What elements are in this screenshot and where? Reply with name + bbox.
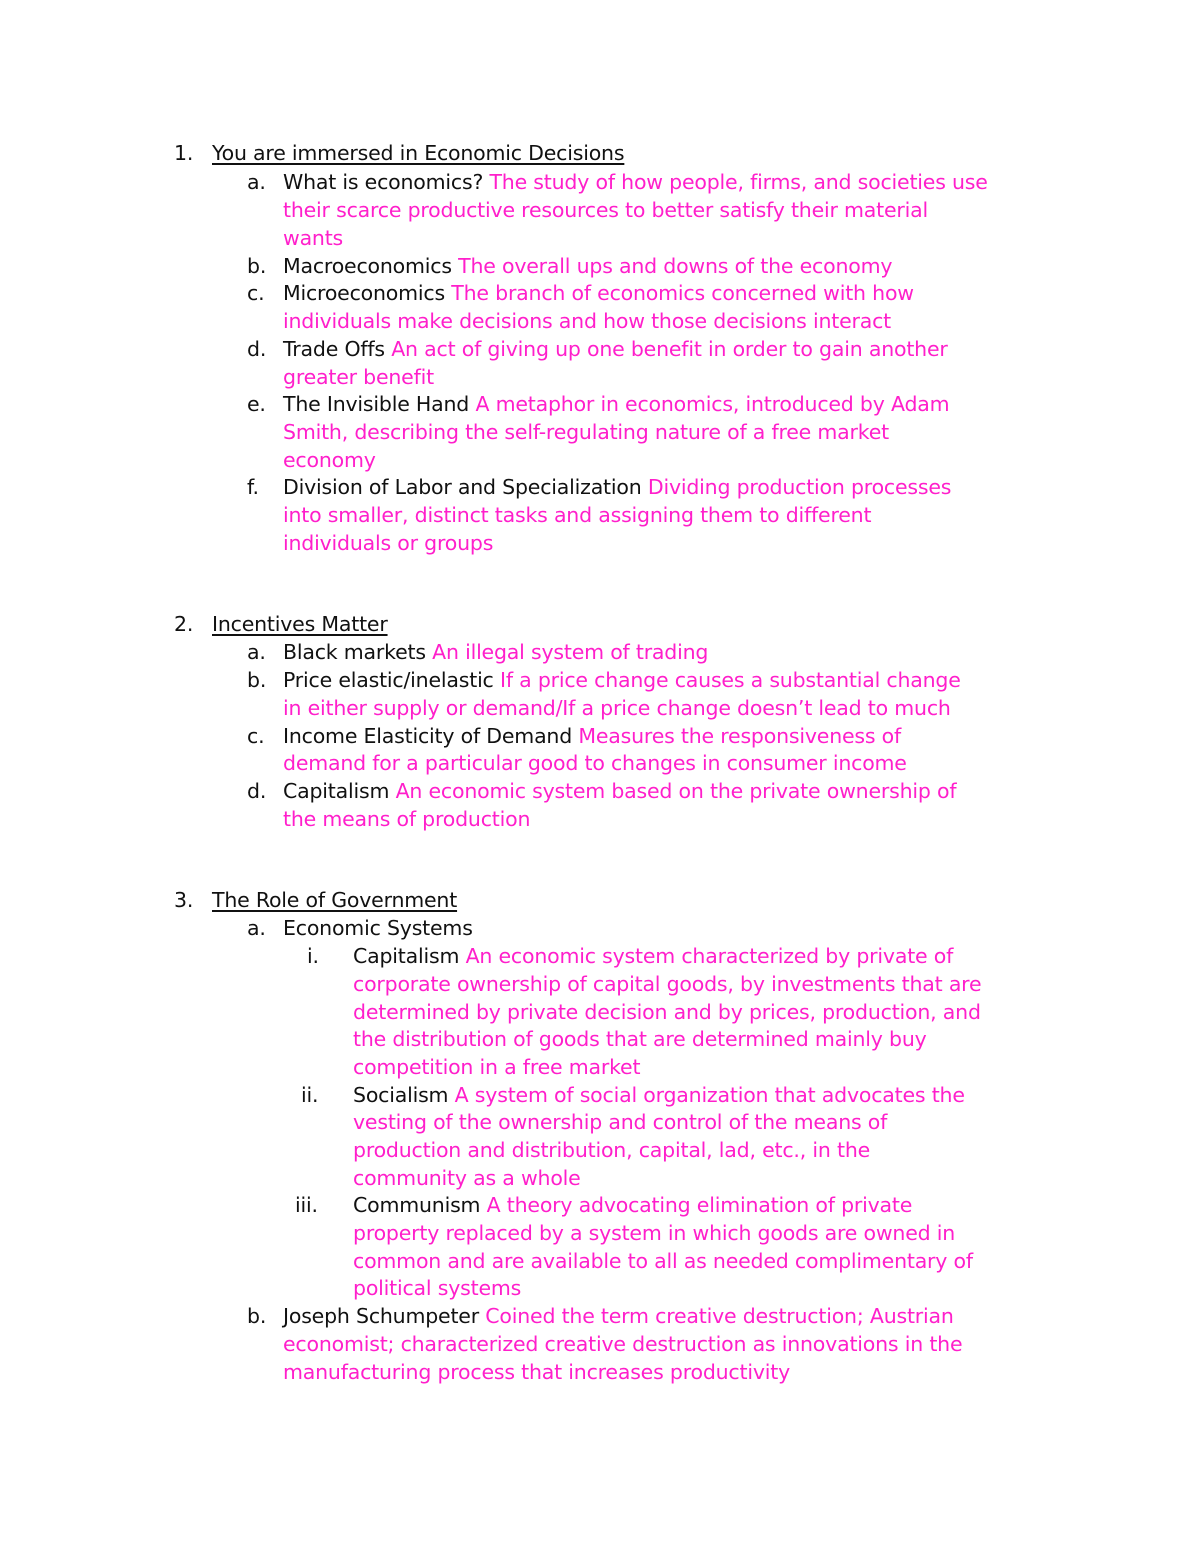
item-marker: f. bbox=[247, 475, 259, 499]
item-definition-cont: into smaller, distinct tasks and assigning them to different bbox=[283, 503, 872, 527]
item-marker: d. bbox=[247, 779, 267, 803]
item-definition: A system of social organization that advocates the bbox=[454, 1083, 965, 1107]
item-definition: The branch of economics concerned with how bbox=[451, 281, 914, 305]
item-definition: An economic system based on the private ownership of bbox=[395, 779, 957, 803]
item-definition-cont: individuals make decisions and how those decisions interact bbox=[283, 309, 892, 333]
item-definition-cont: Smith, describing the self-regulating nature of a free market bbox=[283, 420, 889, 444]
item-definition-cont: vesting of the ownership and control of the means of bbox=[353, 1110, 888, 1134]
item-term: Division of Labor and Specialization bbox=[283, 475, 642, 499]
item-marker: b. bbox=[247, 1304, 267, 1328]
item-definition-cont: manufacturing process that increases productivity bbox=[283, 1360, 791, 1384]
item-marker: b. bbox=[247, 254, 267, 278]
item-term: Socialism bbox=[353, 1083, 449, 1107]
section-number: 1. bbox=[174, 141, 194, 165]
item-marker: a. bbox=[247, 916, 266, 940]
item-marker: a. bbox=[247, 170, 266, 194]
item-definition: A theory advocating elimination of private bbox=[486, 1193, 913, 1217]
item-definition-cont: common and are available to all as needed complimentary of bbox=[353, 1249, 973, 1273]
item-definition-cont: property replaced by a system in which goods are owned in bbox=[353, 1221, 956, 1245]
item-term: Trade Offs bbox=[283, 337, 385, 361]
item-definition: Coined the term creative destruction; Austrian bbox=[485, 1304, 954, 1328]
item-definition-cont: in either supply or demand/If a price change doesn’t lead to much bbox=[283, 696, 951, 720]
item-definition-cont: economy bbox=[283, 448, 376, 472]
item-term: Macroeconomics bbox=[283, 254, 452, 278]
item-marker: c. bbox=[247, 724, 265, 748]
section-heading: You are immersed in Economic Decisions bbox=[212, 141, 625, 165]
item-definition-cont: economist; characterized creative destruction as innovations in the bbox=[283, 1332, 963, 1356]
item-marker: d. bbox=[247, 337, 267, 361]
item-definition-cont: individuals or groups bbox=[283, 531, 494, 555]
item-definition: A metaphor in economics, introduced by Adam bbox=[475, 392, 950, 416]
item-marker: ii. bbox=[301, 1083, 319, 1107]
item-definition: If a price change causes a substantial change bbox=[499, 668, 961, 692]
item-term: Capitalism bbox=[353, 944, 460, 968]
item-definition-cont: community as a whole bbox=[353, 1166, 581, 1190]
item-definition: An act of giving up one benefit in order to gain another bbox=[391, 337, 948, 361]
item-definition-cont: competition in a free market bbox=[353, 1055, 641, 1079]
item-definition-cont: wants bbox=[283, 226, 344, 250]
item-definition: The overall ups and downs of the economy bbox=[458, 254, 893, 278]
section-heading: Incentives Matter bbox=[212, 612, 388, 636]
item-term: Joseph Schumpeter bbox=[283, 1304, 479, 1328]
section-number: 2. bbox=[174, 612, 194, 636]
item-definition-cont: political systems bbox=[353, 1276, 522, 1300]
item-definition-cont: production and distribution, capital, lad, etc., in the bbox=[353, 1138, 871, 1162]
item-definition-cont: their scarce productive resources to better satisfy their material bbox=[283, 198, 929, 222]
item-definition: Dividing production processes bbox=[647, 475, 952, 499]
item-definition-cont: determined by private decision and by prices, production, and bbox=[353, 1000, 981, 1024]
item-marker: c. bbox=[247, 281, 265, 305]
item-definition-cont: the distribution of goods that are determined mainly buy bbox=[353, 1027, 927, 1051]
item-marker: b. bbox=[247, 668, 267, 692]
item-definition-cont: the means of production bbox=[283, 807, 531, 831]
item-term: Communism bbox=[353, 1193, 481, 1217]
item-term: What is economics? bbox=[283, 170, 484, 194]
item-definition-cont: corporate ownership of capital goods, by investments that are bbox=[353, 972, 982, 996]
item-term: Price elastic/inelastic bbox=[283, 668, 494, 692]
item-marker: iii. bbox=[295, 1193, 318, 1217]
section-number: 3. bbox=[174, 888, 194, 912]
item-definition: Measures the responsiveness of bbox=[578, 724, 902, 748]
item-marker: e. bbox=[247, 392, 266, 416]
item-term: Microeconomics bbox=[283, 281, 445, 305]
item-definition: An illegal system of trading bbox=[432, 640, 709, 664]
item-term: Capitalism bbox=[283, 779, 390, 803]
item-marker: i. bbox=[307, 944, 319, 968]
item-term: Economic Systems bbox=[283, 916, 473, 940]
item-definition: An economic system characterized by private of bbox=[465, 944, 954, 968]
item-definition-cont: greater benefit bbox=[283, 365, 434, 389]
item-definition: The study of how people, firms, and societies use bbox=[489, 170, 988, 194]
item-term: Income Elasticity of Demand bbox=[283, 724, 573, 748]
item-definition-cont: demand for a particular good to changes in consumer income bbox=[283, 751, 907, 775]
item-marker: a. bbox=[247, 640, 266, 664]
item-term: The Invisible Hand bbox=[283, 392, 470, 416]
section-heading: The Role of Government bbox=[212, 888, 458, 912]
item-term: Black markets bbox=[283, 640, 426, 664]
